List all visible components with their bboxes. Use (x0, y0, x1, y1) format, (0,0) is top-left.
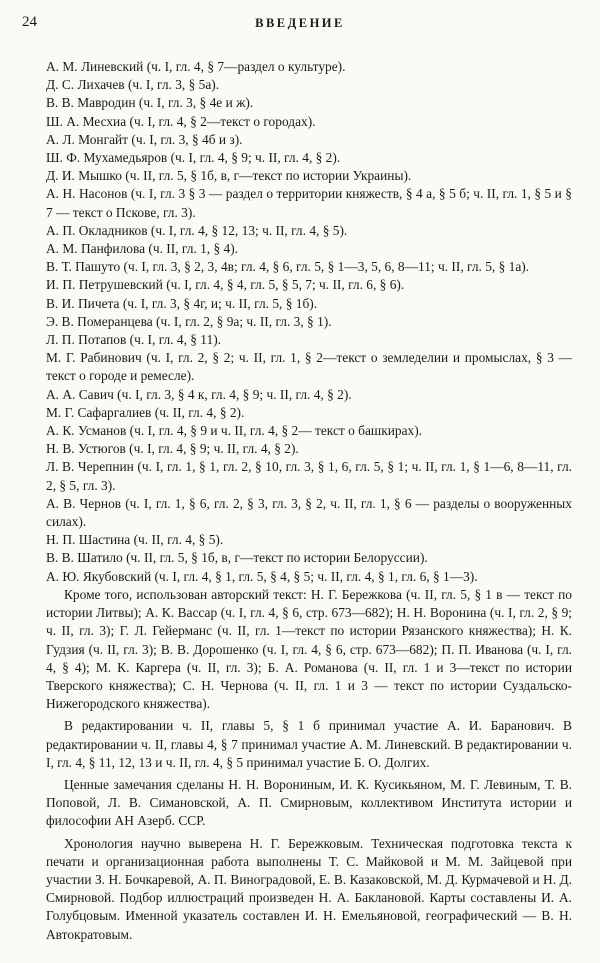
contributor-entry: А. К. Усманов (ч. I, гл. 4, § 9 и ч. II, гл. 4, § 2— текст о башкирах). (46, 423, 423, 439)
contributor-entry: Л. В. Черепнин (ч. I, гл. 1, § 1, гл. 2, § 10, гл. 3, § 1, 6, гл. 5, § 1; ч. II, гл. 1, § 1—6, 8—11, гл. 2, § 5, гл. 3). (46, 459, 572, 493)
contributor-entry: В. И. Пичета (ч. I, гл. 3, § 4г, и; ч. II, гл. 5, § 1б). (46, 295, 318, 311)
page-content (46, 58, 572, 944)
paragraph-technical: Хронология научно выверена Н. Г. Бережковым. Техническая подготовка текста к печати и организационная работа выполнены Т. С. Майковой и М. М. Зайцевой при участии З. Н. Бочкаревой, А. П. Виноградовой, Е. В. Казаковской, М. Д. Курмачевой и Н. Д. Смирновой. Подбор иллюстраций произведен Н. А. Баклановой. Карты составлены И. А. Голубцовым. Именной указатель составлен И. Н. Емельяновой, географический — В. Н. Автократовым. (46, 835, 572, 942)
contributor-entry: И. П. Петрушевский (ч. I, гл. 4, § 4, гл. 5, § 5, 7; ч. II, гл. 6, § 6). (46, 277, 405, 293)
contributor-entry: А. Ю. Якубовский (ч. I, гл. 4, § 1, гл. 5, § 4, § 5; ч. II, гл. 4, § 1, гл. 6, § 1—3). (46, 568, 478, 584)
paragraph-authors-text: Кроме того, использован авторский текст: Н. Г. Бережкова (ч. II, гл. 5, § 1 в — текст по истории Литвы); А. К. Вассар (ч. I, гл. 4, § 6, стр. 673—682); Н. Н. Воронина (ч. I, гл. 2, § 9; ч. II, гл. 3); Г. Л. Гейерманс (ч. II, гл. 1—текст по истории Рязанского княжества); Н. К. Гудзия (ч. II, гл. 3); В. В. Дорошенко (ч. I, гл. 4, § 6, стр. 673—682); П. П. Иванова (ч. I, гл. 4, § 4); М. К. Каргера (ч. II, гл. 3); Б. А. Романова (ч. II, гл. 1 и 3—текст по истории Тверского княжества); С. Н. Чернова (ч. II, гл. 1 и 3 — текст по истории Суздальско-Нижегородского княжества). (46, 586, 572, 712)
running-title: ВВЕДЕНИЕ (255, 16, 345, 30)
contributor-entry: А. М. Панфилова (ч. II, гл. 1, § 4). (46, 241, 239, 257)
paragraph-remarks: Ценные замечания сделаны Н. Н. Ворониным, И. К. Кусикьяном, М. Г. Левиным, Т. В. Поповой, Л. В. Симановской, А. П. Смирновым, коллективом Института истории и философии АН Азерб. ССР. (46, 776, 572, 829)
contributor-entry: В. Т. Пашуто (ч. I, гл. 3, § 2, 3, 4в; гл. 4, § 6, гл. 5, § 1—3, 5, 6, 8—11; ч. II, гл. 5, § 1а). (46, 259, 530, 275)
contributor-entry: А. В. Чернов (ч. I, гл. 1, § 6, гл. 2, § 3, гл. 3, § 2, ч. II, гл. 1, § 6 — разделы о вооруженных силах). (46, 495, 572, 530)
contributor-entry: А. А. Савич (ч. I, гл. 3, § 4 к, гл. 4, § 9; ч. II, гл. 4, § 2). (46, 386, 352, 402)
contributor-entry: А. Л. Монгайт (ч. I, гл. 3, § 4б и з). (46, 131, 243, 147)
paragraph-editing: В редактировании ч. II, главы 5, § 1 б принимал участие А. И. Баранович. В редактировании ч. II, главы 4, § 7 принимал участие А. М. Линевский. В редактировании ч. I, гл. 4, § 11, 12, 13 и ч. II, гл. 4, § 5 принимал участие Б. О. Долгих. (46, 718, 572, 770)
contributor-entry: М. Г. Сафаргалиев (ч. II, гл. 4, § 2). (46, 404, 245, 420)
contributor-entry: А. П. Окладников (ч. I, гл. 4, § 12, 13; ч. II, гл. 4, § 5). (46, 222, 348, 238)
contributor-entry: Н. В. Устюгов (ч. I, гл. 4, § 9; ч. II, гл. 4, § 2). (46, 441, 299, 457)
contributor-entry: В. В. Мавродин (ч. I, гл. 3, § 4е и ж). (46, 95, 254, 111)
contributor-entry: А. М. Линевский (ч. I, гл. 4, § 7—раздел о культуре). (46, 59, 346, 74)
contributors-list (46, 58, 572, 586)
contributor-entry: Д. С. Лихачев (ч. I, гл. 3, § 5а). (46, 77, 220, 93)
contributor-entry: Д. И. Мышко (ч. II, гл. 5, § 1б, в, г—текст по истории Украины). (46, 168, 412, 184)
acknowledgements (46, 586, 572, 944)
contributor-entry: Л. П. Потапов (ч. I, гл. 4, § 11). (46, 332, 222, 348)
contributor-entry: Н. П. Шастина (ч. II, гл. 4, § 5). (46, 532, 224, 548)
contributor-entry: А. Н. Насонов (ч. I, гл. 3 § 3 — раздел о территории княжеств, § 4 а, § 5 б; ч. II, гл. 1, § 5 и § 7 — текст о Пскове, гл. 3). (46, 186, 572, 220)
page-header (22, 14, 578, 34)
contributor-entry: Ш. Ф. Мухамедьяров (ч. I, гл. 4, § 9; ч. II, гл. 4, § 2). (46, 150, 341, 166)
contributor-entry: Э. В. Померанцева (ч. I, гл. 2, § 9а; ч. II, гл. 3, § 1). (46, 313, 332, 329)
contributor-entry: М. Г. Рабинович (ч. I, гл. 2, § 2; ч. II, гл. 1, § 2—текст о земледелии и промыслах, § 3 — текст о городе и ремесле). (46, 350, 572, 384)
contributor-entry: Ш. А. Месхиа (ч. I, гл. 4, § 2—текст о городах). (46, 113, 316, 129)
contributor-entry: В. В. Шатило (ч. II, гл. 5, § 1б, в, г—текст по истории Белоруссии). (46, 550, 428, 566)
page-number: 24 (22, 14, 37, 30)
